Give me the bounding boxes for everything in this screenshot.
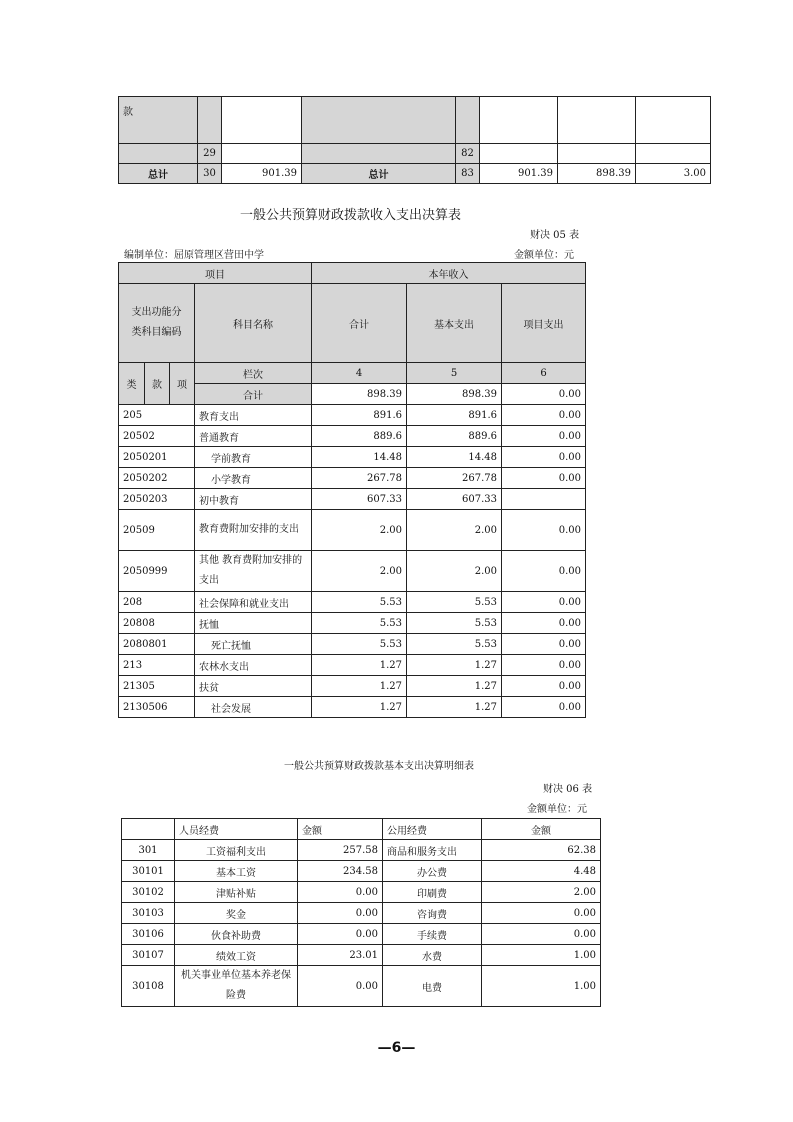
table-row: 2080801 死亡抚恤 5.53 5.53 0.00 <box>119 634 586 655</box>
header-func-code: 支出功能分类科目编码 <box>119 284 195 363</box>
table06 <box>121 818 601 1007</box>
header-amount: 金额 <box>298 819 383 840</box>
table-row: 2050203 初中教育 607.33 607.33 <box>119 489 586 510</box>
table-row: 21305 扶贫 1.27 1.27 0.00 <box>119 676 586 697</box>
page-number: —6— <box>377 1040 416 1056</box>
table-row: 30107 绩效工资 23.01 水费 1.00 <box>122 945 601 966</box>
sum-label: 合计 <box>195 384 312 405</box>
total-label: 总计 <box>302 164 456 184</box>
col-number: 4 <box>312 363 407 384</box>
table06-title: 一般公共预算财政拨款基本支出决算明细表 <box>284 761 474 772</box>
total-value: 901.39 <box>222 164 302 184</box>
table-row: 20808 抚恤 5.53 5.53 0.00 <box>119 613 586 634</box>
table05-title: 一般公共预算财政拨款收入支出决算表 <box>240 208 462 223</box>
total-label: 总计 <box>119 164 198 184</box>
table05-code: 财决 05 表 <box>530 230 580 241</box>
table-row: 208 社会保障和就业支出 5.53 5.53 0.00 <box>119 592 586 613</box>
line-number: 83 <box>456 164 480 184</box>
col-number: 5 <box>407 363 502 384</box>
table05-amount-unit: 金额单位：元 <box>514 250 574 261</box>
header-name: 科目名称 <box>195 284 312 363</box>
col-number: 6 <box>502 363 586 384</box>
table05-unit: 编制单位：屈原管理区营田中学 <box>124 250 264 261</box>
header-project: 项目支出 <box>502 284 586 363</box>
table-row: 30108 机关事业单位基本养老保险费 0.00 电费 1.00 <box>122 966 601 1007</box>
basic-value: 898.39 <box>558 164 636 184</box>
header-amount: 金额 <box>482 819 601 840</box>
header-basic: 基本支出 <box>407 284 502 363</box>
line-number: 30 <box>198 164 222 184</box>
header-public: 公用经费 <box>383 819 482 840</box>
table-row: 301 工资福利支出 257.58 商品和服务支出 62.38 <box>122 840 601 861</box>
table-row: 205 教育支出 891.6 891.6 0.00 <box>119 405 586 426</box>
table-row: 20509 教育费附加安排的支出 2.00 2.00 0.00 <box>119 510 586 551</box>
sum-basic: 898.39 <box>407 384 502 405</box>
table-row: 2050202 小学教育 267.78 267.78 0.00 <box>119 468 586 489</box>
table-row: 30101 基本工资 234.58 办公费 4.48 <box>122 861 601 882</box>
header-total: 合计 <box>312 284 407 363</box>
header-lanci: 栏次 <box>195 363 312 384</box>
table-row: 30102 津贴补贴 0.00 印刷费 2.00 <box>122 882 601 903</box>
table-row: 2050201 学前教育 14.48 14.48 0.00 <box>119 447 586 468</box>
header-xiang: 项 <box>170 363 195 405</box>
table-row: 213 农林水支出 1.27 1.27 0.00 <box>119 655 586 676</box>
table-row: 2130506 社会发展 1.27 1.27 0.00 <box>119 697 586 718</box>
total-value: 901.39 <box>480 164 558 184</box>
header-income: 本年收入 <box>312 263 586 284</box>
table-row: 2050999 其他 教育费附加安排的支出 2.00 2.00 0.00 <box>119 551 586 592</box>
top-summary-table <box>118 96 711 184</box>
project-value: 3.00 <box>636 164 711 184</box>
line-number: 82 <box>456 144 480 164</box>
header-personnel: 人员经费 <box>175 819 298 840</box>
table-row: 20502 普通教育 889.6 889.6 0.00 <box>119 426 586 447</box>
sum-total: 898.39 <box>312 384 407 405</box>
kuan-label: 款 <box>119 97 198 144</box>
table-row: 30103 奖金 0.00 咨询费 0.00 <box>122 903 601 924</box>
sum-project: 0.00 <box>502 384 586 405</box>
table05 <box>118 262 586 718</box>
header-item: 项目 <box>119 263 312 284</box>
table06-amount-unit: 金额单位：元 <box>527 804 587 815</box>
table-row: 30106 伙食补助费 0.00 手续费 0.00 <box>122 924 601 945</box>
table06-code: 财决 06 表 <box>543 784 593 795</box>
header-lei: 类 <box>119 363 145 405</box>
header-kuan: 款 <box>145 363 170 405</box>
line-number: 29 <box>198 144 222 164</box>
